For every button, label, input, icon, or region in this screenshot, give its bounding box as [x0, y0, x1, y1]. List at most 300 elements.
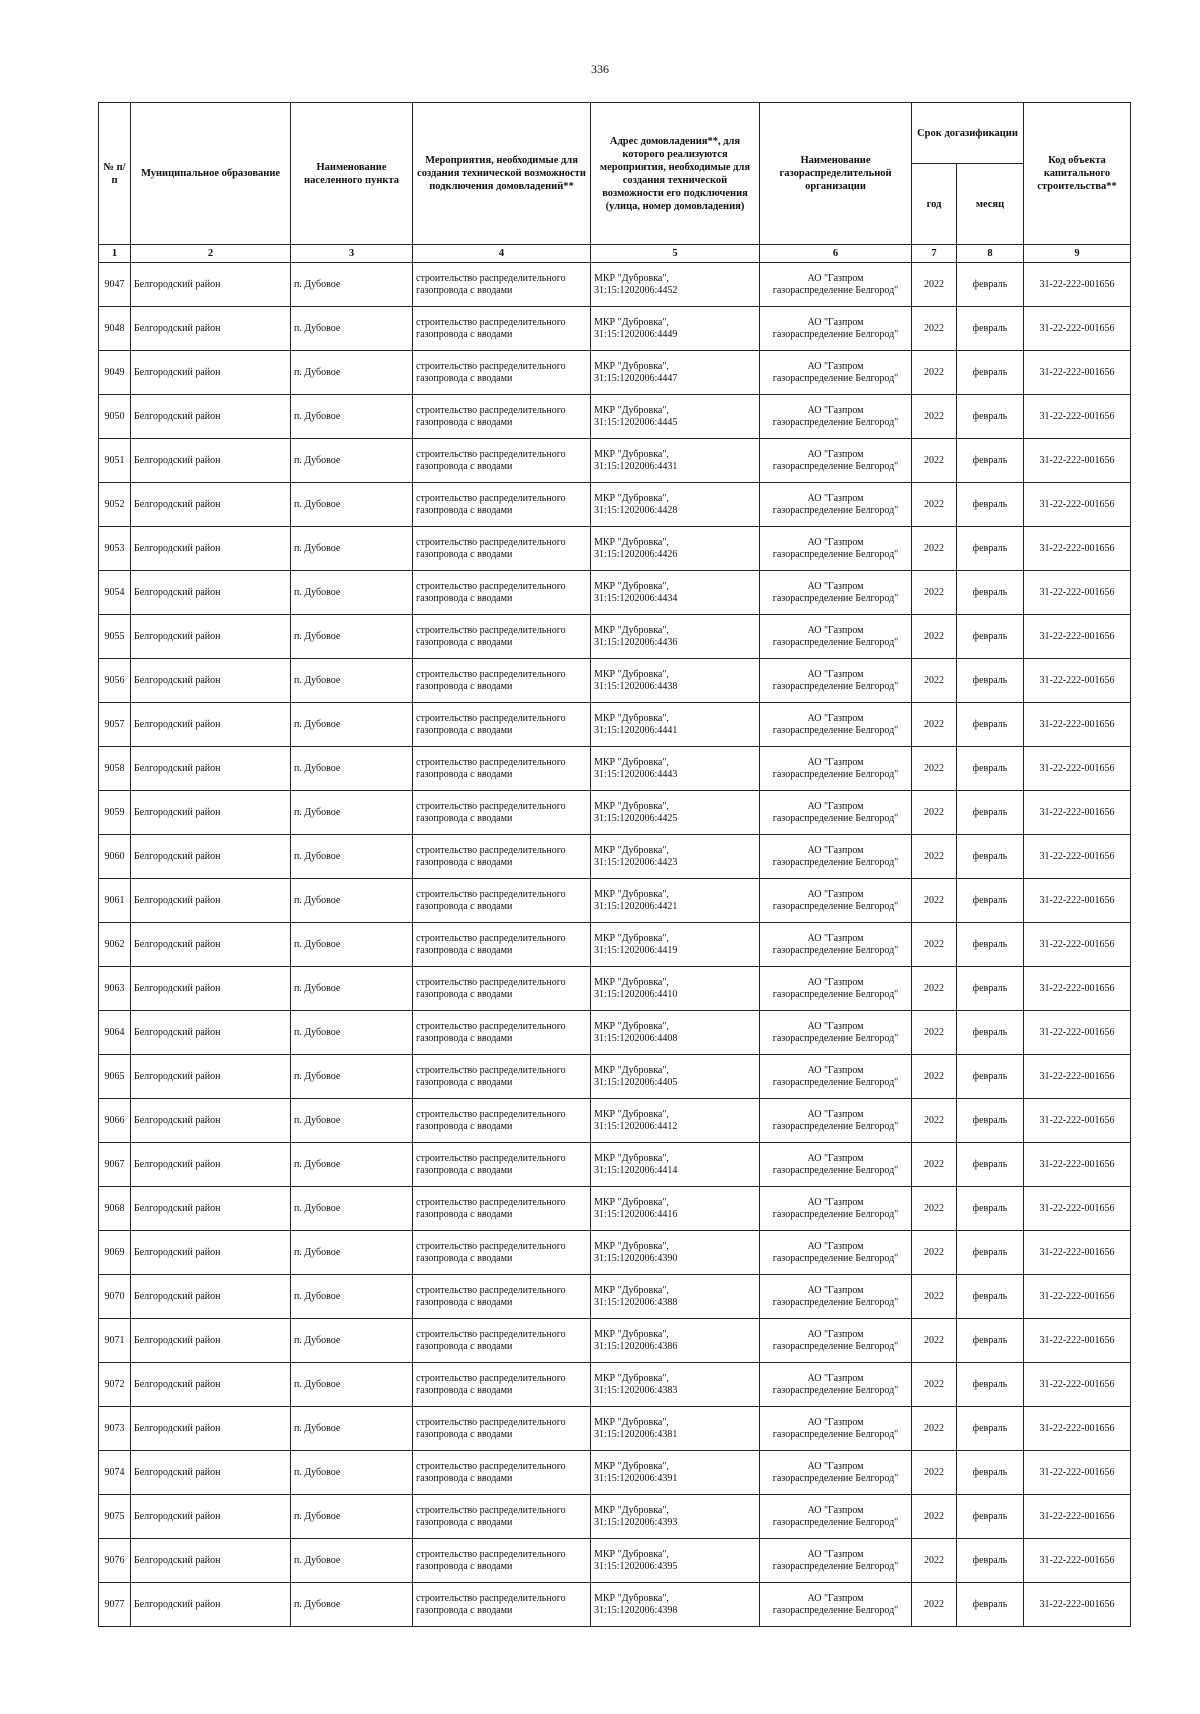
row-number: 9060: [99, 835, 131, 879]
row-gas-org: [760, 1099, 912, 1143]
table-row: [99, 835, 1131, 879]
row-year: 2022: [912, 791, 957, 835]
row-org-line1: АО "Газпром: [807, 1240, 864, 1252]
table-row: [99, 395, 1131, 439]
table-row: [99, 1231, 1131, 1275]
row-org-line2: газораспределение Белгород": [772, 812, 899, 824]
row-org-line1: АО "Газпром: [807, 1152, 864, 1164]
row-gas-org: [760, 1451, 912, 1495]
row-month: февраль: [957, 483, 1024, 527]
row-year: 2022: [912, 747, 957, 791]
table-row: [99, 791, 1131, 835]
row-object-code: 31-22-222-001656: [1024, 835, 1131, 879]
row-org-line2: газораспределение Белгород": [772, 1428, 899, 1440]
row-org-line1: АО "Газпром: [807, 536, 864, 548]
row-address: [591, 1495, 760, 1539]
row-month: февраль: [957, 1099, 1024, 1143]
row-org-line1: АО "Газпром: [807, 580, 864, 592]
row-settlement: п. Дубовое: [291, 1583, 413, 1627]
row-org-line1: АО "Газпром: [807, 800, 864, 812]
row-year: 2022: [912, 1319, 957, 1363]
header-measures: Мероприятия, необходимые для создания технической возможности подключения домовладений**: [413, 103, 591, 245]
table-row: [99, 1143, 1131, 1187]
header-year: год: [912, 164, 957, 245]
row-cadastral: 31:15:1202006:4428: [594, 504, 678, 516]
page-number: 336: [591, 62, 609, 76]
row-cadastral: 31:15:1202006:4421: [594, 900, 678, 912]
row-year: 2022: [912, 439, 957, 483]
row-address-prefix: МКР "Дубровка",: [594, 1416, 669, 1428]
row-object-code: 31-22-222-001656: [1024, 1011, 1131, 1055]
table-row: [99, 1275, 1131, 1319]
row-org-line2: газораспределение Белгород": [772, 988, 899, 1000]
row-address-prefix: МКР "Дубровка",: [594, 1548, 669, 1560]
row-address: [591, 571, 760, 615]
row-org-line1: АО "Газпром: [807, 1548, 864, 1560]
row-settlement: п. Дубовое: [291, 1407, 413, 1451]
row-gas-org: [760, 1231, 912, 1275]
row-org-line2: газораспределение Белгород": [772, 592, 899, 604]
row-org-line2: газораспределение Белгород": [772, 548, 899, 560]
row-gas-org: [760, 967, 912, 1011]
row-org-line1: АО "Газпром: [807, 888, 864, 900]
row-gas-org: [760, 351, 912, 395]
row-org-line2: газораспределение Белгород": [772, 284, 899, 296]
row-cadastral: 31:15:1202006:4426: [594, 548, 678, 560]
row-address: [591, 1187, 760, 1231]
table-row: [99, 571, 1131, 615]
table-row: [99, 1011, 1131, 1055]
row-month: февраль: [957, 351, 1024, 395]
column-number: 3: [291, 245, 413, 263]
row-measure: строительство распределительного газопровода с вводами: [413, 1099, 591, 1143]
table-row: [99, 1099, 1131, 1143]
column-number: 2: [131, 245, 291, 263]
row-address-prefix: МКР "Дубровка",: [594, 1020, 669, 1032]
row-gas-org: [760, 571, 912, 615]
row-object-code: 31-22-222-001656: [1024, 263, 1131, 307]
row-cadastral: 31:15:1202006:4393: [594, 1516, 678, 1528]
row-address: [591, 439, 760, 483]
row-municipality: Белгородский район: [131, 571, 291, 615]
row-org-line1: АО "Газпром: [807, 492, 864, 504]
row-year: 2022: [912, 1539, 957, 1583]
row-org-line2: газораспределение Белгород": [772, 1076, 899, 1088]
row-org-line1: АО "Газпром: [807, 1108, 864, 1120]
row-org-line1: АО "Газпром: [807, 624, 864, 636]
row-number: 9058: [99, 747, 131, 791]
row-org-line2: газораспределение Белгород": [772, 1120, 899, 1132]
table-row: [99, 1495, 1131, 1539]
row-address: [591, 527, 760, 571]
row-gas-org: [760, 307, 912, 351]
row-cadastral: 31:15:1202006:4419: [594, 944, 678, 956]
row-org-line2: газораспределение Белгород": [772, 460, 899, 472]
row-year: 2022: [912, 1011, 957, 1055]
row-org-line2: газораспределение Белгород": [772, 680, 899, 692]
row-settlement: п. Дубовое: [291, 1231, 413, 1275]
row-address-prefix: МКР "Дубровка",: [594, 448, 669, 460]
row-settlement: п. Дубовое: [291, 879, 413, 923]
table-row: [99, 747, 1131, 791]
row-org-line1: АО "Газпром: [807, 1460, 864, 1472]
column-number: 1: [99, 245, 131, 263]
column-number: 9: [1024, 245, 1131, 263]
row-year: 2022: [912, 307, 957, 351]
row-org-line2: газораспределение Белгород": [772, 1252, 899, 1264]
row-cadastral: 31:15:1202006:4425: [594, 812, 678, 824]
row-number: 9049: [99, 351, 131, 395]
row-settlement: п. Дубовое: [291, 703, 413, 747]
row-year: 2022: [912, 1143, 957, 1187]
row-address-prefix: МКР "Дубровка",: [594, 1460, 669, 1472]
row-year: 2022: [912, 1451, 957, 1495]
row-year: 2022: [912, 923, 957, 967]
row-address: [591, 351, 760, 395]
row-org-line2: газораспределение Белгород": [772, 1472, 899, 1484]
row-municipality: Белгородский район: [131, 659, 291, 703]
row-municipality: Белгородский район: [131, 1011, 291, 1055]
row-org-line2: газораспределение Белгород": [772, 504, 899, 516]
row-object-code: 31-22-222-001656: [1024, 1319, 1131, 1363]
row-settlement: п. Дубовое: [291, 1539, 413, 1583]
row-org-line2: газораспределение Белгород": [772, 636, 899, 648]
row-address-prefix: МКР "Дубровка",: [594, 272, 669, 284]
row-month: февраль: [957, 1583, 1024, 1627]
row-org-line1: АО "Газпром: [807, 1064, 864, 1076]
row-year: 2022: [912, 703, 957, 747]
column-number: 8: [957, 245, 1024, 263]
row-address-prefix: МКР "Дубровка",: [594, 316, 669, 328]
row-month: февраль: [957, 923, 1024, 967]
row-measure: строительство распределительного газопровода с вводами: [413, 615, 591, 659]
row-month: февраль: [957, 879, 1024, 923]
row-settlement: п. Дубовое: [291, 307, 413, 351]
row-address: [591, 395, 760, 439]
row-measure: строительство распределительного газопровода с вводами: [413, 747, 591, 791]
row-org-line1: АО "Газпром: [807, 844, 864, 856]
row-org-line1: АО "Газпром: [807, 1284, 864, 1296]
row-gas-org: [760, 879, 912, 923]
row-municipality: Белгородский район: [131, 307, 291, 351]
table-row: [99, 263, 1131, 307]
row-address: [591, 1099, 760, 1143]
row-year: 2022: [912, 1099, 957, 1143]
row-address: [591, 747, 760, 791]
row-org-line2: газораспределение Белгород": [772, 328, 899, 340]
row-measure: строительство распределительного газопровода с вводами: [413, 659, 591, 703]
row-settlement: п. Дубовое: [291, 659, 413, 703]
row-number: 9063: [99, 967, 131, 1011]
row-object-code: 31-22-222-001656: [1024, 615, 1131, 659]
row-month: февраль: [957, 439, 1024, 483]
row-municipality: Белгородский район: [131, 1055, 291, 1099]
row-object-code: 31-22-222-001656: [1024, 1187, 1131, 1231]
row-cadastral: 31:15:1202006:4398: [594, 1604, 678, 1616]
row-number: 9053: [99, 527, 131, 571]
row-month: февраль: [957, 1407, 1024, 1451]
row-org-line1: АО "Газпром: [807, 1416, 864, 1428]
row-org-line1: АО "Газпром: [807, 404, 864, 416]
row-org-line2: газораспределение Белгород": [772, 1208, 899, 1220]
row-measure: строительство распределительного газопровода с вводами: [413, 1583, 591, 1627]
row-object-code: 31-22-222-001656: [1024, 747, 1131, 791]
row-address-prefix: МКР "Дубровка",: [594, 404, 669, 416]
row-number: 9069: [99, 1231, 131, 1275]
row-gas-org: [760, 483, 912, 527]
row-number: 9070: [99, 1275, 131, 1319]
row-settlement: п. Дубовое: [291, 1143, 413, 1187]
row-measure: строительство распределительного газопровода с вводами: [413, 1011, 591, 1055]
row-month: февраль: [957, 1231, 1024, 1275]
row-org-line1: АО "Газпром: [807, 932, 864, 944]
row-measure: строительство распределительного газопровода с вводами: [413, 1319, 591, 1363]
row-number: 9072: [99, 1363, 131, 1407]
row-address: [591, 1275, 760, 1319]
row-year: 2022: [912, 967, 957, 1011]
row-address-prefix: МКР "Дубровка",: [594, 1372, 669, 1384]
row-address: [591, 923, 760, 967]
row-address-prefix: МКР "Дубровка",: [594, 1284, 669, 1296]
row-object-code: 31-22-222-001656: [1024, 1407, 1131, 1451]
row-address-prefix: МКР "Дубровка",: [594, 800, 669, 812]
table-row: [99, 527, 1131, 571]
header-address: Адрес домовладения**, для которого реализуются мероприятия, необходимые для создания технической возможности его подключения (улица, номер домовладения): [591, 103, 760, 245]
row-address: [591, 1319, 760, 1363]
row-settlement: п. Дубовое: [291, 1275, 413, 1319]
row-municipality: Белгородский район: [131, 967, 291, 1011]
row-year: 2022: [912, 659, 957, 703]
row-month: февраль: [957, 395, 1024, 439]
row-gas-org: [760, 395, 912, 439]
row-measure: строительство распределительного газопровода с вводами: [413, 923, 591, 967]
row-address-prefix: МКР "Дубровка",: [594, 492, 669, 504]
table-row: [99, 1363, 1131, 1407]
table-row: [99, 1055, 1131, 1099]
row-number: 9047: [99, 263, 131, 307]
header-municipality: Муниципальное образование: [131, 103, 291, 245]
row-object-code: 31-22-222-001656: [1024, 527, 1131, 571]
table-row: [99, 1451, 1131, 1495]
row-org-line2: газораспределение Белгород": [772, 856, 899, 868]
row-month: февраль: [957, 527, 1024, 571]
row-number: 9048: [99, 307, 131, 351]
table-row: [99, 879, 1131, 923]
row-settlement: п. Дубовое: [291, 1099, 413, 1143]
row-gas-org: [760, 835, 912, 879]
row-month: февраль: [957, 703, 1024, 747]
row-org-line1: АО "Газпром: [807, 756, 864, 768]
row-number: 9061: [99, 879, 131, 923]
table-row: [99, 351, 1131, 395]
row-month: февраль: [957, 1363, 1024, 1407]
row-measure: строительство распределительного газопровода с вводами: [413, 263, 591, 307]
row-municipality: Белгородский район: [131, 527, 291, 571]
row-measure: строительство распределительного газопровода с вводами: [413, 307, 591, 351]
row-cadastral: 31:15:1202006:4431: [594, 460, 678, 472]
row-address: [591, 879, 760, 923]
row-object-code: 31-22-222-001656: [1024, 923, 1131, 967]
row-measure: строительство распределительного газопровода с вводами: [413, 1451, 591, 1495]
row-year: 2022: [912, 615, 957, 659]
row-org-line1: АО "Газпром: [807, 668, 864, 680]
gasification-table: [98, 102, 1131, 1627]
row-municipality: Белгородский район: [131, 1583, 291, 1627]
row-org-line2: газораспределение Белгород": [772, 1032, 899, 1044]
row-org-line1: АО "Газпром: [807, 316, 864, 328]
row-number: 9052: [99, 483, 131, 527]
row-org-line1: АО "Газпром: [807, 712, 864, 724]
row-settlement: п. Дубовое: [291, 1495, 413, 1539]
row-month: февраль: [957, 1495, 1024, 1539]
row-year: 2022: [912, 527, 957, 571]
column-number: 6: [760, 245, 912, 263]
row-org-line1: АО "Газпром: [807, 1504, 864, 1516]
row-month: февраль: [957, 747, 1024, 791]
table-header: [99, 103, 1131, 263]
header-num: № п/п: [99, 103, 131, 245]
row-month: февраль: [957, 571, 1024, 615]
row-object-code: 31-22-222-001656: [1024, 395, 1131, 439]
row-object-code: 31-22-222-001656: [1024, 1099, 1131, 1143]
row-address: [591, 659, 760, 703]
row-municipality: Белгородский район: [131, 351, 291, 395]
table-row: [99, 1539, 1131, 1583]
row-cadastral: 31:15:1202006:4449: [594, 328, 678, 340]
row-month: февраль: [957, 791, 1024, 835]
row-address-prefix: МКР "Дубровка",: [594, 1240, 669, 1252]
row-gas-org: [760, 1143, 912, 1187]
row-cadastral: 31:15:1202006:4436: [594, 636, 678, 648]
row-municipality: Белгородский район: [131, 923, 291, 967]
table-body: [99, 263, 1131, 1627]
row-cadastral: 31:15:1202006:4388: [594, 1296, 678, 1308]
row-object-code: 31-22-222-001656: [1024, 1143, 1131, 1187]
row-cadastral: 31:15:1202006:4416: [594, 1208, 678, 1220]
row-gas-org: [760, 1583, 912, 1627]
table-row: [99, 615, 1131, 659]
column-number: 7: [912, 245, 957, 263]
row-address-prefix: МКР "Дубровка",: [594, 1196, 669, 1208]
row-number: 9059: [99, 791, 131, 835]
row-object-code: 31-22-222-001656: [1024, 1055, 1131, 1099]
row-address-prefix: МКР "Дубровка",: [594, 1108, 669, 1120]
row-cadastral: 31:15:1202006:4386: [594, 1340, 678, 1352]
row-month: февраль: [957, 615, 1024, 659]
row-month: февраль: [957, 1187, 1024, 1231]
table-row: [99, 703, 1131, 747]
row-address-prefix: МКР "Дубровка",: [594, 668, 669, 680]
row-address: [591, 835, 760, 879]
row-measure: строительство распределительного газопровода с вводами: [413, 1055, 591, 1099]
row-address-prefix: МКР "Дубровка",: [594, 888, 669, 900]
table-row: [99, 659, 1131, 703]
row-municipality: Белгородский район: [131, 395, 291, 439]
row-settlement: п. Дубовое: [291, 791, 413, 835]
row-address: [591, 703, 760, 747]
row-number: 9051: [99, 439, 131, 483]
row-settlement: п. Дубовое: [291, 483, 413, 527]
row-address-prefix: МКР "Дубровка",: [594, 1592, 669, 1604]
row-address-prefix: МКР "Дубровка",: [594, 624, 669, 636]
row-municipality: Белгородский район: [131, 1275, 291, 1319]
row-cadastral: 31:15:1202006:4405: [594, 1076, 678, 1088]
row-gas-org: [760, 659, 912, 703]
row-address: [591, 1231, 760, 1275]
row-gas-org: [760, 1495, 912, 1539]
row-gas-org: [760, 615, 912, 659]
row-cadastral: 31:15:1202006:4414: [594, 1164, 678, 1176]
row-address: [591, 967, 760, 1011]
header-settlement: Наименование населенного пункта: [291, 103, 413, 245]
row-cadastral: 31:15:1202006:4438: [594, 680, 678, 692]
row-municipality: Белгородский район: [131, 1231, 291, 1275]
row-month: февраль: [957, 835, 1024, 879]
row-month: февраль: [957, 1275, 1024, 1319]
row-year: 2022: [912, 879, 957, 923]
row-number: 9068: [99, 1187, 131, 1231]
row-object-code: 31-22-222-001656: [1024, 351, 1131, 395]
row-measure: строительство распределительного газопровода с вводами: [413, 1539, 591, 1583]
row-object-code: 31-22-222-001656: [1024, 1583, 1131, 1627]
row-municipality: Белгородский район: [131, 879, 291, 923]
row-municipality: Белгородский район: [131, 1187, 291, 1231]
row-address-prefix: МКР "Дубровка",: [594, 756, 669, 768]
header-deadline: Срок догазификации: [912, 103, 1024, 164]
row-year: 2022: [912, 395, 957, 439]
row-gas-org: [760, 747, 912, 791]
row-municipality: Белгородский район: [131, 1099, 291, 1143]
row-object-code: 31-22-222-001656: [1024, 879, 1131, 923]
row-year: 2022: [912, 1275, 957, 1319]
row-cadastral: 31:15:1202006:4443: [594, 768, 678, 780]
row-cadastral: 31:15:1202006:4381: [594, 1428, 678, 1440]
row-month: февраль: [957, 967, 1024, 1011]
row-settlement: п. Дубовое: [291, 615, 413, 659]
row-year: 2022: [912, 571, 957, 615]
row-gas-org: [760, 1187, 912, 1231]
row-org-line2: газораспределение Белгород": [772, 1340, 899, 1352]
row-address-prefix: МКР "Дубровка",: [594, 932, 669, 944]
row-org-line1: АО "Газпром: [807, 360, 864, 372]
row-org-line1: АО "Газпром: [807, 448, 864, 460]
row-gas-org: [760, 1363, 912, 1407]
row-number: 9062: [99, 923, 131, 967]
row-year: 2022: [912, 1055, 957, 1099]
row-address: [591, 1583, 760, 1627]
row-object-code: 31-22-222-001656: [1024, 967, 1131, 1011]
row-measure: строительство распределительного газопровода с вводами: [413, 1363, 591, 1407]
row-number: 9064: [99, 1011, 131, 1055]
row-measure: строительство распределительного газопровода с вводами: [413, 835, 591, 879]
row-measure: строительство распределительного газопровода с вводами: [413, 1495, 591, 1539]
row-object-code: 31-22-222-001656: [1024, 1495, 1131, 1539]
row-object-code: 31-22-222-001656: [1024, 1275, 1131, 1319]
row-address-prefix: МКР "Дубровка",: [594, 580, 669, 592]
row-cadastral: 31:15:1202006:4410: [594, 988, 678, 1000]
row-org-line2: газораспределение Белгород": [772, 944, 899, 956]
row-number: 9067: [99, 1143, 131, 1187]
row-municipality: Белгородский район: [131, 1495, 291, 1539]
table-row: [99, 967, 1131, 1011]
row-month: февраль: [957, 1011, 1024, 1055]
row-cadastral: 31:15:1202006:4395: [594, 1560, 678, 1572]
row-measure: строительство распределительного газопровода с вводами: [413, 703, 591, 747]
row-gas-org: [760, 439, 912, 483]
row-gas-org: [760, 527, 912, 571]
row-month: февраль: [957, 1055, 1024, 1099]
row-address: [591, 1539, 760, 1583]
